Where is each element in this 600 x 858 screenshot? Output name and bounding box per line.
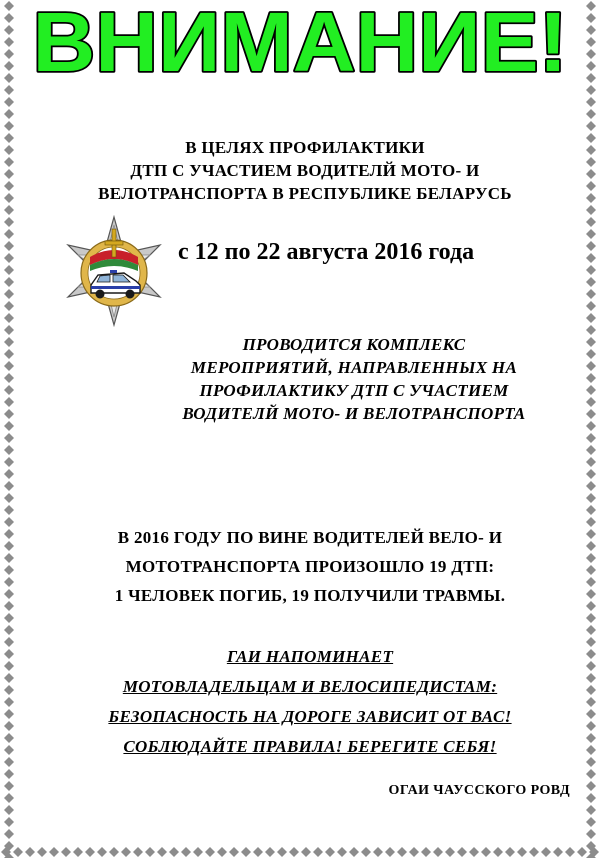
stats-line: В 2016 ГОДУ ПО ВИНЕ ВОДИТЕЛЕЙ ВЕЛО- И [117,528,503,547]
appeal-line: МОТОВЛАДЕЛЬЦАМ И ВЕЛОСИПЕДИСТАМ: [122,677,498,696]
stats-line: 1 ЧЕЛОВЕК ПОГИБ, 19 ПОЛУЧИЛИ ТРАВМЫ. [114,586,506,605]
intro-paragraph [40,136,570,205]
intro-line: ВЕЛОТРАНСПОРТА В РЕСПУБЛИКЕ БЕЛАРУСЬ [98,184,512,203]
appeal-line: БЕЗОПАСНОСТЬ НА ДОРОГЕ ЗАВИСИТ ОТ ВАС! [108,707,512,726]
intro-line: ДТП С УЧАСТИЕМ ВОДИТЕЛЙ МОТО- И [130,161,480,180]
statistics-paragraph [40,523,580,610]
headline-text: ВНИМАНИЕ! [32,2,568,80]
campaign-dates: с 12 по 22 августа 2016 года [178,239,475,265]
measures-line: МЕРОПРИЯТИЙ, НАПРАВЛЕННЫХ НА [190,358,518,377]
intro-line: В ЦЕЛЯХ ПРОФИЛАКТИКИ [185,138,425,157]
appeal-paragraph [40,642,580,762]
stats-line: МОТОТРАНСПОРТА ПРОИЗОШЛО 19 ДТП: [125,557,495,576]
headline [28,2,573,80]
measures-line: ВОДИТЕЛЙ МОТО- И ВЕЛОТРАНСПОРТА [182,404,526,423]
gai-emblem-icon [58,215,170,327]
left-diamond-border [2,0,16,858]
right-diamond-border [584,0,598,858]
bottom-diamond-border [0,846,600,858]
measures-line: ПРОВОДИТСЯ КОМПЛЕКС [242,335,466,354]
appeal-line: ГАИ НАПОМИНАЕТ [226,647,394,666]
signature: ОГАИ ЧАУССКОГО РОВД [388,783,570,798]
measures-paragraph [140,333,568,425]
appeal-line: СОБЛЮДАЙТЕ ПРАВИЛА! БЕРЕГИТЕ СЕБЯ! [123,737,497,756]
measures-line: ПРОФИЛАКТИКУ ДТП С УЧАСТИЕМ [199,381,509,400]
